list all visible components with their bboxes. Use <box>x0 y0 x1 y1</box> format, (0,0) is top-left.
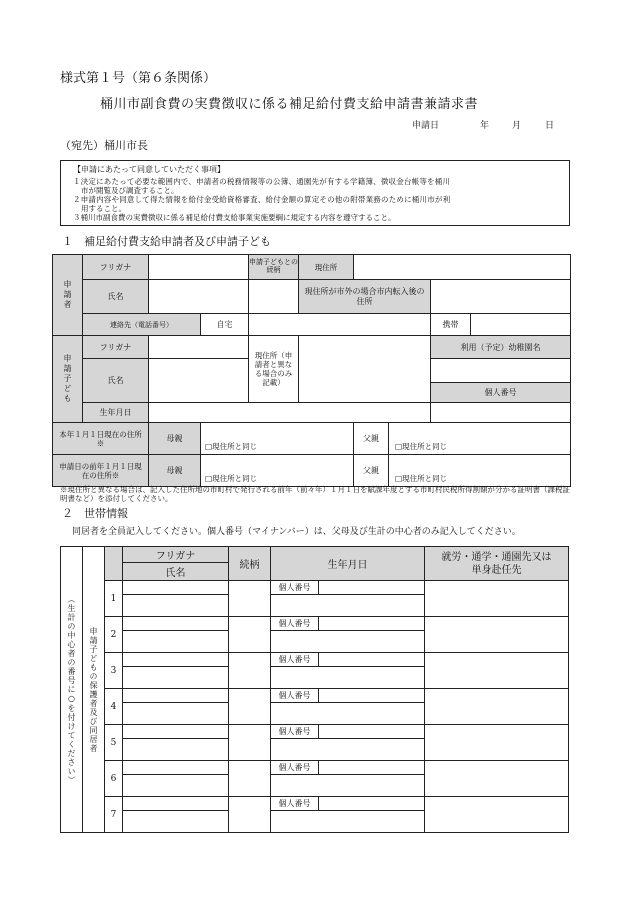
applicant-label: 申請者 <box>53 255 83 336</box>
household-table <box>60 546 569 833</box>
consent-item: ２申請内容や同意して得た情報を給付金受給資格審査、給付金額の算定その他の附帯業務のために桶川市が利 <box>73 195 451 204</box>
child-label: 申請子ども <box>53 336 83 423</box>
col-workplace: 就労・通学・通園先又は単身赴任先 <box>425 547 569 581</box>
birthdate-label: 生年月日 <box>83 403 149 423</box>
col-furigana: フリガナ <box>123 547 229 563</box>
child-my-number-label: 個人番号 <box>431 383 571 403</box>
member-number[interactable]: 6 <box>105 761 123 797</box>
col-name: 氏名 <box>123 563 229 581</box>
member-workplace-field[interactable] <box>425 689 569 725</box>
member-furigana-field[interactable] <box>123 689 229 703</box>
member-birthdate-field[interactable] <box>271 775 425 797</box>
member-furigana-field[interactable] <box>123 797 229 811</box>
member-number[interactable]: 7 <box>105 797 123 833</box>
applicant-name-field[interactable] <box>149 280 249 314</box>
member-relation-field[interactable] <box>229 653 271 689</box>
address-label: 現住所 <box>299 255 354 280</box>
col-relation: 続柄 <box>229 547 271 581</box>
mother-address-field[interactable]: □現住所と同じ <box>201 423 354 455</box>
member-furigana-field[interactable] <box>123 581 229 595</box>
my-number-label: 個人番号 <box>271 581 319 595</box>
member-name-field[interactable] <box>123 811 229 833</box>
section2-instruction: 同居者を全員記入してください。個人番号（マイナンバー）は、父母及び生計の中心者のみ記入してください。 <box>72 527 521 537</box>
date-year: 年 <box>480 121 490 131</box>
member-birthdate-field[interactable] <box>271 739 425 761</box>
consent-item: ３桶川市副食費の実費徴収に係る補足給付費支給事業実施要綱に規定する内容を遵守すること。 <box>73 213 396 222</box>
mother-label: 母親 <box>149 423 201 455</box>
father-label: 父親 <box>354 455 389 487</box>
member-name-field[interactable] <box>123 739 229 761</box>
member-relation-field[interactable] <box>229 761 271 797</box>
my-number-field[interactable] <box>319 725 425 739</box>
member-furigana-field[interactable] <box>123 653 229 667</box>
section1-title: １ 補足給付費支給申請者及び申請子ども <box>62 235 271 248</box>
member-furigana-field[interactable] <box>123 761 229 775</box>
member-workplace-field[interactable] <box>425 725 569 761</box>
form-number: 様式第１号（第６条関係） <box>60 71 217 86</box>
member-number[interactable]: 5 <box>105 725 123 761</box>
member-workplace-field[interactable] <box>425 797 569 833</box>
my-number-field[interactable] <box>319 617 425 631</box>
kindergarten-field[interactable] <box>431 359 571 383</box>
my-number-field[interactable] <box>319 797 425 811</box>
my-number-label: 個人番号 <box>271 689 319 703</box>
child-my-number-field[interactable] <box>431 403 571 423</box>
addressee: （宛先）桶川市長 <box>60 139 148 152</box>
home-phone-field[interactable] <box>249 314 431 336</box>
jan1-prev-label: 申請日の前年１月１日現在の住所※ <box>53 455 149 487</box>
member-number[interactable]: 1 <box>105 581 123 617</box>
member-furigana-field[interactable] <box>123 617 229 631</box>
father-label: 父親 <box>354 423 389 455</box>
member-relation-field[interactable] <box>229 725 271 761</box>
member-workplace-field[interactable] <box>425 617 569 653</box>
outside-city-label: 現住所が市外の場合市内転入後の住所 <box>299 280 431 314</box>
child-address-field[interactable] <box>299 336 431 403</box>
birthdate-field[interactable] <box>149 403 431 423</box>
mobile-phone-field[interactable] <box>471 314 571 336</box>
consent-box <box>60 160 570 226</box>
outside-city-field[interactable] <box>431 280 571 314</box>
member-birthdate-field[interactable] <box>271 595 425 617</box>
my-number-field[interactable] <box>319 653 425 667</box>
member-birthdate-field[interactable] <box>271 703 425 725</box>
member-birthdate-field[interactable] <box>271 667 425 689</box>
date-month: 月 <box>512 121 522 131</box>
consent-item: １決定にあたって必要な範囲内で、申請者の税務情報等の公簿、通園先が有する学籍簿、徴収金台帳等を桶川 <box>73 177 451 186</box>
form-title: 桶川市副食費の実費徴収に係る補足給付費支給申請書兼請求書 <box>100 97 479 112</box>
address-note: ※現住所と異なる場合は、記入した住所地の市町村で発行される前年（前々年）１月１日を賦課年度とする市町村民税所得割額が分かる証明書（課税証明書など）を添付してください。 <box>60 485 570 504</box>
section2-title: ２ 世帯情報 <box>62 507 128 520</box>
consent-heading: 【申請にあたって同意していただく事項】 <box>73 165 225 174</box>
my-number-label: 個人番号 <box>271 617 319 631</box>
contact-label: 連絡先（電話番号） <box>83 314 201 336</box>
consent-item: 市が閲覧及び調査すること。 <box>81 186 179 195</box>
relation-field[interactable] <box>249 280 299 314</box>
child-furigana-label: フリガナ <box>83 336 149 359</box>
member-furigana-field[interactable] <box>123 725 229 739</box>
member-name-field[interactable] <box>123 703 229 725</box>
jan1-this-label: 本年１月１日現在の住所※ <box>53 423 149 455</box>
member-relation-field[interactable] <box>229 797 271 833</box>
member-workplace-field[interactable] <box>425 653 569 689</box>
my-number-field[interactable] <box>319 689 425 703</box>
member-name-field[interactable] <box>123 667 229 689</box>
child-furigana-field[interactable] <box>149 336 249 359</box>
my-number-label: 個人番号 <box>271 653 319 667</box>
member-name-field[interactable] <box>123 631 229 653</box>
member-relation-field[interactable] <box>229 581 271 617</box>
child-name-label: 氏名 <box>83 359 149 403</box>
member-relation-field[interactable] <box>229 689 271 725</box>
member-number[interactable]: 2 <box>105 617 123 653</box>
furigana-label: フリガナ <box>83 255 149 280</box>
my-number-label: 個人番号 <box>271 725 319 739</box>
address-field[interactable] <box>354 255 571 280</box>
mother-address-field[interactable]: □現住所と同じ <box>201 455 354 487</box>
child-address-label: 現住所（申請者と異なる場合のみ記載） <box>249 336 299 403</box>
home-label: 自宅 <box>201 314 249 336</box>
my-number-label: 個人番号 <box>271 797 319 811</box>
relation-label: 申請子どもとの続柄 <box>249 255 299 280</box>
consent-item: 用すること。 <box>81 204 126 213</box>
mobile-label: 携帯 <box>431 314 471 336</box>
member-number[interactable]: 3 <box>105 653 123 689</box>
col-birthdate: 生年月日 <box>271 547 425 581</box>
mother-label: 母親 <box>149 455 201 487</box>
member-birthdate-field[interactable] <box>271 811 425 833</box>
household-side-inner: 申請子どもの保護者及び同居者 <box>83 547 105 833</box>
member-relation-field[interactable] <box>229 617 271 653</box>
father-address-field[interactable]: □現住所と同じ <box>389 423 571 455</box>
name-label: 氏名 <box>83 280 149 314</box>
child-name-field[interactable] <box>149 359 249 403</box>
kindergarten-label: 利用（予定）幼稚園名 <box>431 336 571 359</box>
applicant-furigana-field[interactable] <box>149 255 249 280</box>
member-name-field[interactable] <box>123 775 229 797</box>
member-name-field[interactable] <box>123 595 229 617</box>
date-label: 申請日 <box>412 121 440 131</box>
my-number-field[interactable] <box>319 761 425 775</box>
member-birthdate-field[interactable] <box>271 631 425 653</box>
applicant-table <box>52 254 571 487</box>
member-workplace-field[interactable] <box>425 581 569 617</box>
my-number-label: 個人番号 <box>271 761 319 775</box>
date-day: 日 <box>545 121 555 131</box>
member-workplace-field[interactable] <box>425 761 569 797</box>
father-address-field[interactable]: □現住所と同じ <box>389 455 571 487</box>
member-number[interactable]: 4 <box>105 689 123 725</box>
household-side-outer: （生計の中心者の番号に○を付けてください） <box>61 547 83 833</box>
my-number-field[interactable] <box>319 581 425 595</box>
